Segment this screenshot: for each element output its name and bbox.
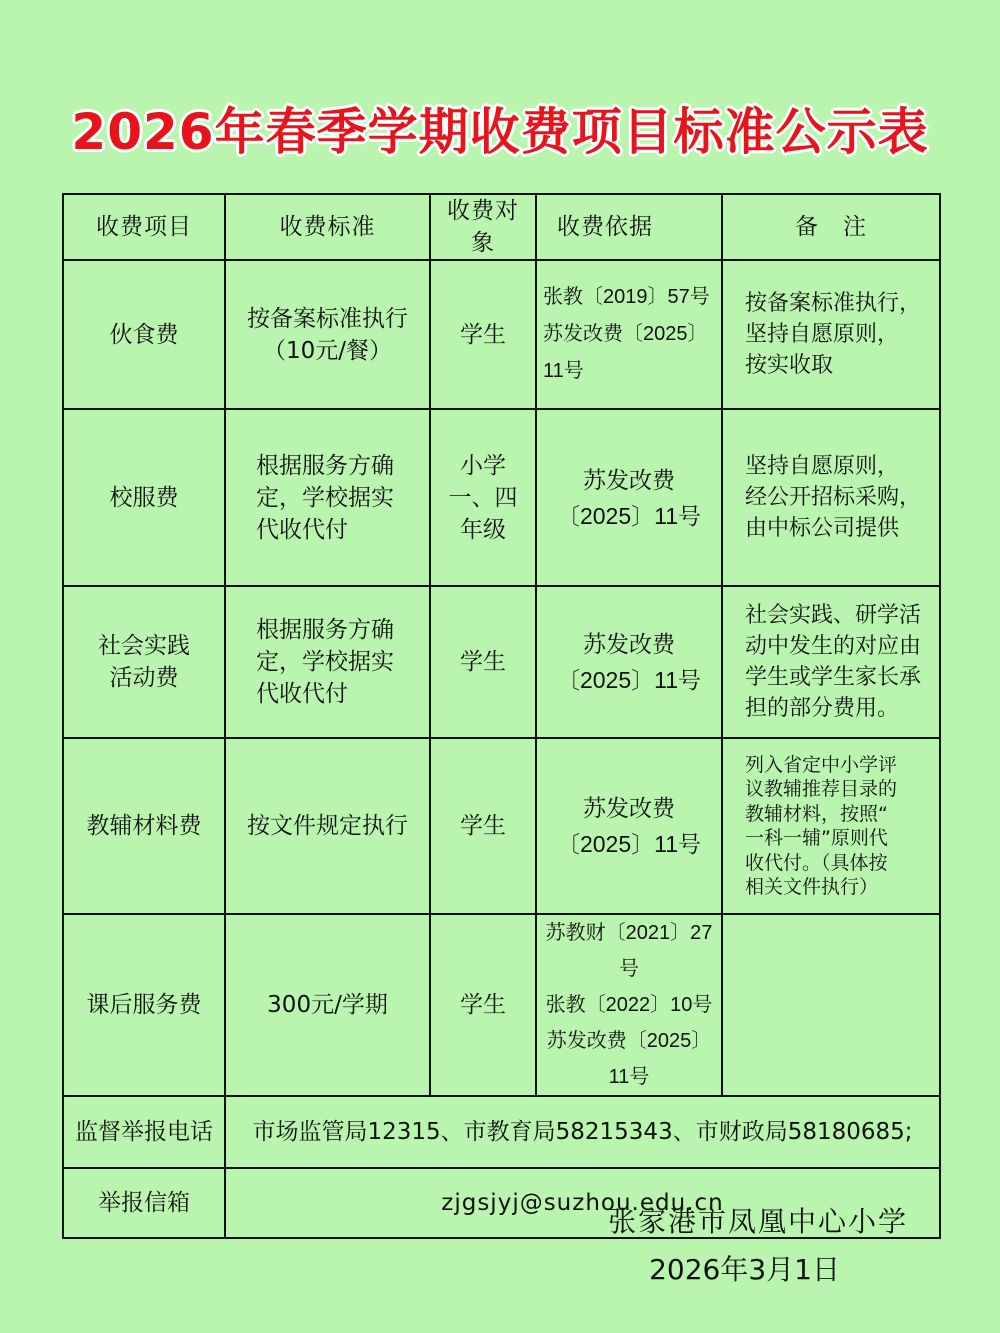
fee-target: 学生 (430, 260, 536, 409)
mailbox-value: zjgsjyj@suzhou.edu.cn (225, 1168, 940, 1238)
fee-item: 伙食费 (63, 260, 225, 409)
fee-standard: 按文件规定执行 (225, 738, 430, 914)
fee-item: 校服费 (63, 409, 225, 586)
table-row (63, 738, 940, 914)
fee-basis: 张教〔2019〕57号 苏发改费〔2025〕11号 (536, 260, 722, 409)
fee-note: 社会实践、研学活 动中发生的对应由 学生或学生家长承 担的部分费用。 (722, 586, 940, 738)
fee-basis: 苏发改费 〔2025〕11号 (536, 586, 722, 738)
fee-note: 列入省定中小学评 议教辅推荐目录的 教辅材料，按照“ 一科一辅”原则代 收代付。（具体按 相关文件执行） (722, 738, 940, 914)
fee-item: 社会实践 活动费 (63, 586, 225, 738)
fee-target: 学生 (430, 914, 536, 1096)
fee-standard: 根据服务方确 定，学校据实 代收代付 (225, 586, 430, 738)
fee-basis: 苏发改费 〔2025〕11号 (536, 409, 722, 586)
header-item: 收费项目 (63, 194, 225, 260)
fee-note: 坚持自愿原则， 经公开招标采购， 由中标公司提供 (722, 409, 940, 586)
table-row (63, 586, 940, 738)
fee-basis: 苏发改费 〔2025〕11号 (536, 738, 722, 914)
fee-note (722, 914, 940, 1096)
hotline-label: 监督举报电话 (63, 1096, 225, 1168)
fee-target: 学生 (430, 738, 536, 914)
mailbox-label: 举报信箱 (63, 1168, 225, 1238)
fee-item: 教辅材料费 (63, 738, 225, 914)
hotline-value: 市场监管局12315、市教育局58215343、市财政局58180685; (225, 1096, 940, 1168)
fee-standard: 按备案标准执行 （10元/餐） (225, 260, 430, 409)
header-note: 备 注 (722, 194, 940, 260)
fee-standard: 根据服务方确 定，学校据实 代收代付 (225, 409, 430, 586)
table-header-row (63, 194, 940, 260)
hotline-row (63, 1096, 940, 1168)
table-row (63, 409, 940, 586)
school-name: 张家港市凤凰中心小学 (607, 1205, 908, 1238)
fee-basis: 苏教财〔2021〕27号 张教〔2022〕10号 苏发改费〔2025〕11号 (536, 914, 722, 1096)
fee-table (62, 193, 941, 1239)
fee-target: 学生 (430, 586, 536, 738)
publish-date: 2026年3月1日 (649, 1253, 840, 1286)
header-target: 收费对象 (430, 194, 536, 260)
header-standard: 收费标准 (225, 194, 430, 260)
header-basis: 收费依据 (536, 194, 722, 260)
page-title: 2026年春季学期收费项目标准公示表 (71, 103, 929, 161)
fee-standard: 300元/学期 (225, 914, 430, 1096)
fee-item: 课后服务费 (63, 914, 225, 1096)
fee-note: 按备案标准执行， 坚持自愿原则， 按实收取 (722, 260, 940, 409)
table-row (63, 260, 940, 409)
table-row (63, 914, 940, 1096)
fee-target: 小学 一、四 年级 (430, 409, 536, 586)
